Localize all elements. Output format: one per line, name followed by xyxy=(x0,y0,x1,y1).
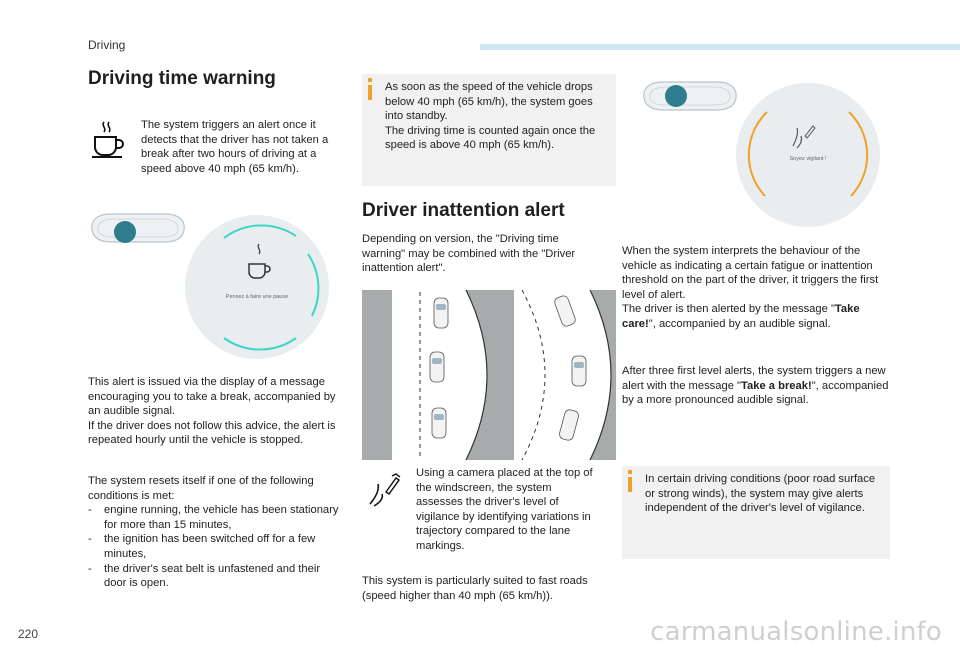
second-level-alert xyxy=(622,364,890,408)
take-a-break-message: Take a break! xyxy=(741,379,812,392)
reset-item: - the ignition has been switched off for a few minutes, xyxy=(88,532,340,561)
info-icon xyxy=(368,78,372,100)
alert-explanation: This alert is issued via the display of a message encouraging you to take a break, accompanied by an audible signal. If the driver does not follow this advice, the alert is repeated hourly until the vehicle is stopped. xyxy=(88,376,336,447)
lane-trajectory-illustration xyxy=(362,290,616,465)
first-level-text-b: ", accompanied by an audible signal. xyxy=(648,317,831,330)
reset-item: - engine running, the vehicle has been stationary for more than 15 minutes, xyxy=(88,503,340,532)
instrument-cluster-illustration xyxy=(88,208,188,253)
reset-item: - the driver's seat belt is unfastened and their door is open. xyxy=(88,562,340,591)
driving-time-intro: The system triggers an alert once it detects that the driver has not taken a break after two hours of driving at a speed above 40 mph (65 km/h). xyxy=(141,119,329,175)
second-level-text-b: ", accompanied by a more pronounced audible signal. xyxy=(622,379,889,407)
driver-inattention-title: Driver inattention alert xyxy=(362,200,565,221)
driving-conditions-text: In certain driving conditions (poor road surface or strong winds), the system may give alerts independent of the driver's level of vigilance. xyxy=(645,473,876,515)
vigilance-camera-icon xyxy=(368,472,402,513)
right-cluster-illustration xyxy=(640,76,740,121)
break-alert-dial xyxy=(184,214,330,365)
camera-description: Using a camera placed at the top of the windscreen, the system assesses the driver's level of vigilance by identifying variations in trajectory compared to the lane markings. xyxy=(416,467,593,552)
page-number: 220 xyxy=(18,627,39,641)
driving-conditions-note xyxy=(622,466,890,559)
coffee-cup-icon xyxy=(90,120,124,165)
header-bar xyxy=(480,44,960,50)
dial-message: Soyez vigilant ! xyxy=(789,156,827,162)
watermark: carmanualsonline.info xyxy=(650,617,942,647)
vigilance-alert-dial xyxy=(735,82,881,233)
standby-note-text: As soon as the speed of the vehicle drops below 40 mph (65 km/h), the system goes into standby. The driving time is counted again once the speed is above 40 mph (65 km/h). xyxy=(385,81,596,152)
standby-note xyxy=(362,74,616,186)
driving-time-warning-title: Driving time warning xyxy=(88,68,276,89)
inattention-intro: Depending on version, the "Driving time warning" may be combined with the "Driver inattention alert". xyxy=(362,233,576,275)
take-care-message: Take care! xyxy=(622,303,860,330)
second-level-text-a: After three first level alerts, the system triggers a new alert with the message " xyxy=(622,365,886,392)
section-header: Driving xyxy=(88,38,126,52)
reset-intro: The system resets itself if one of the following conditions is met: xyxy=(88,475,314,502)
info-icon xyxy=(628,470,632,492)
fast-roads-note: This system is particularly suited to fast roads (speed higher than 40 mph (65 km/h)). xyxy=(362,575,588,602)
reset-conditions xyxy=(88,474,340,591)
first-level-text-a: When the system interprets the behaviour of the vehicle as indicating a certain fatigue or inattention threshold on the part of the driver, it triggers the first level of alert. The driver is then alerted by the message " xyxy=(622,245,879,316)
first-level-alert xyxy=(622,244,890,332)
dial-message: Pensez à faire une pause xyxy=(225,294,289,300)
